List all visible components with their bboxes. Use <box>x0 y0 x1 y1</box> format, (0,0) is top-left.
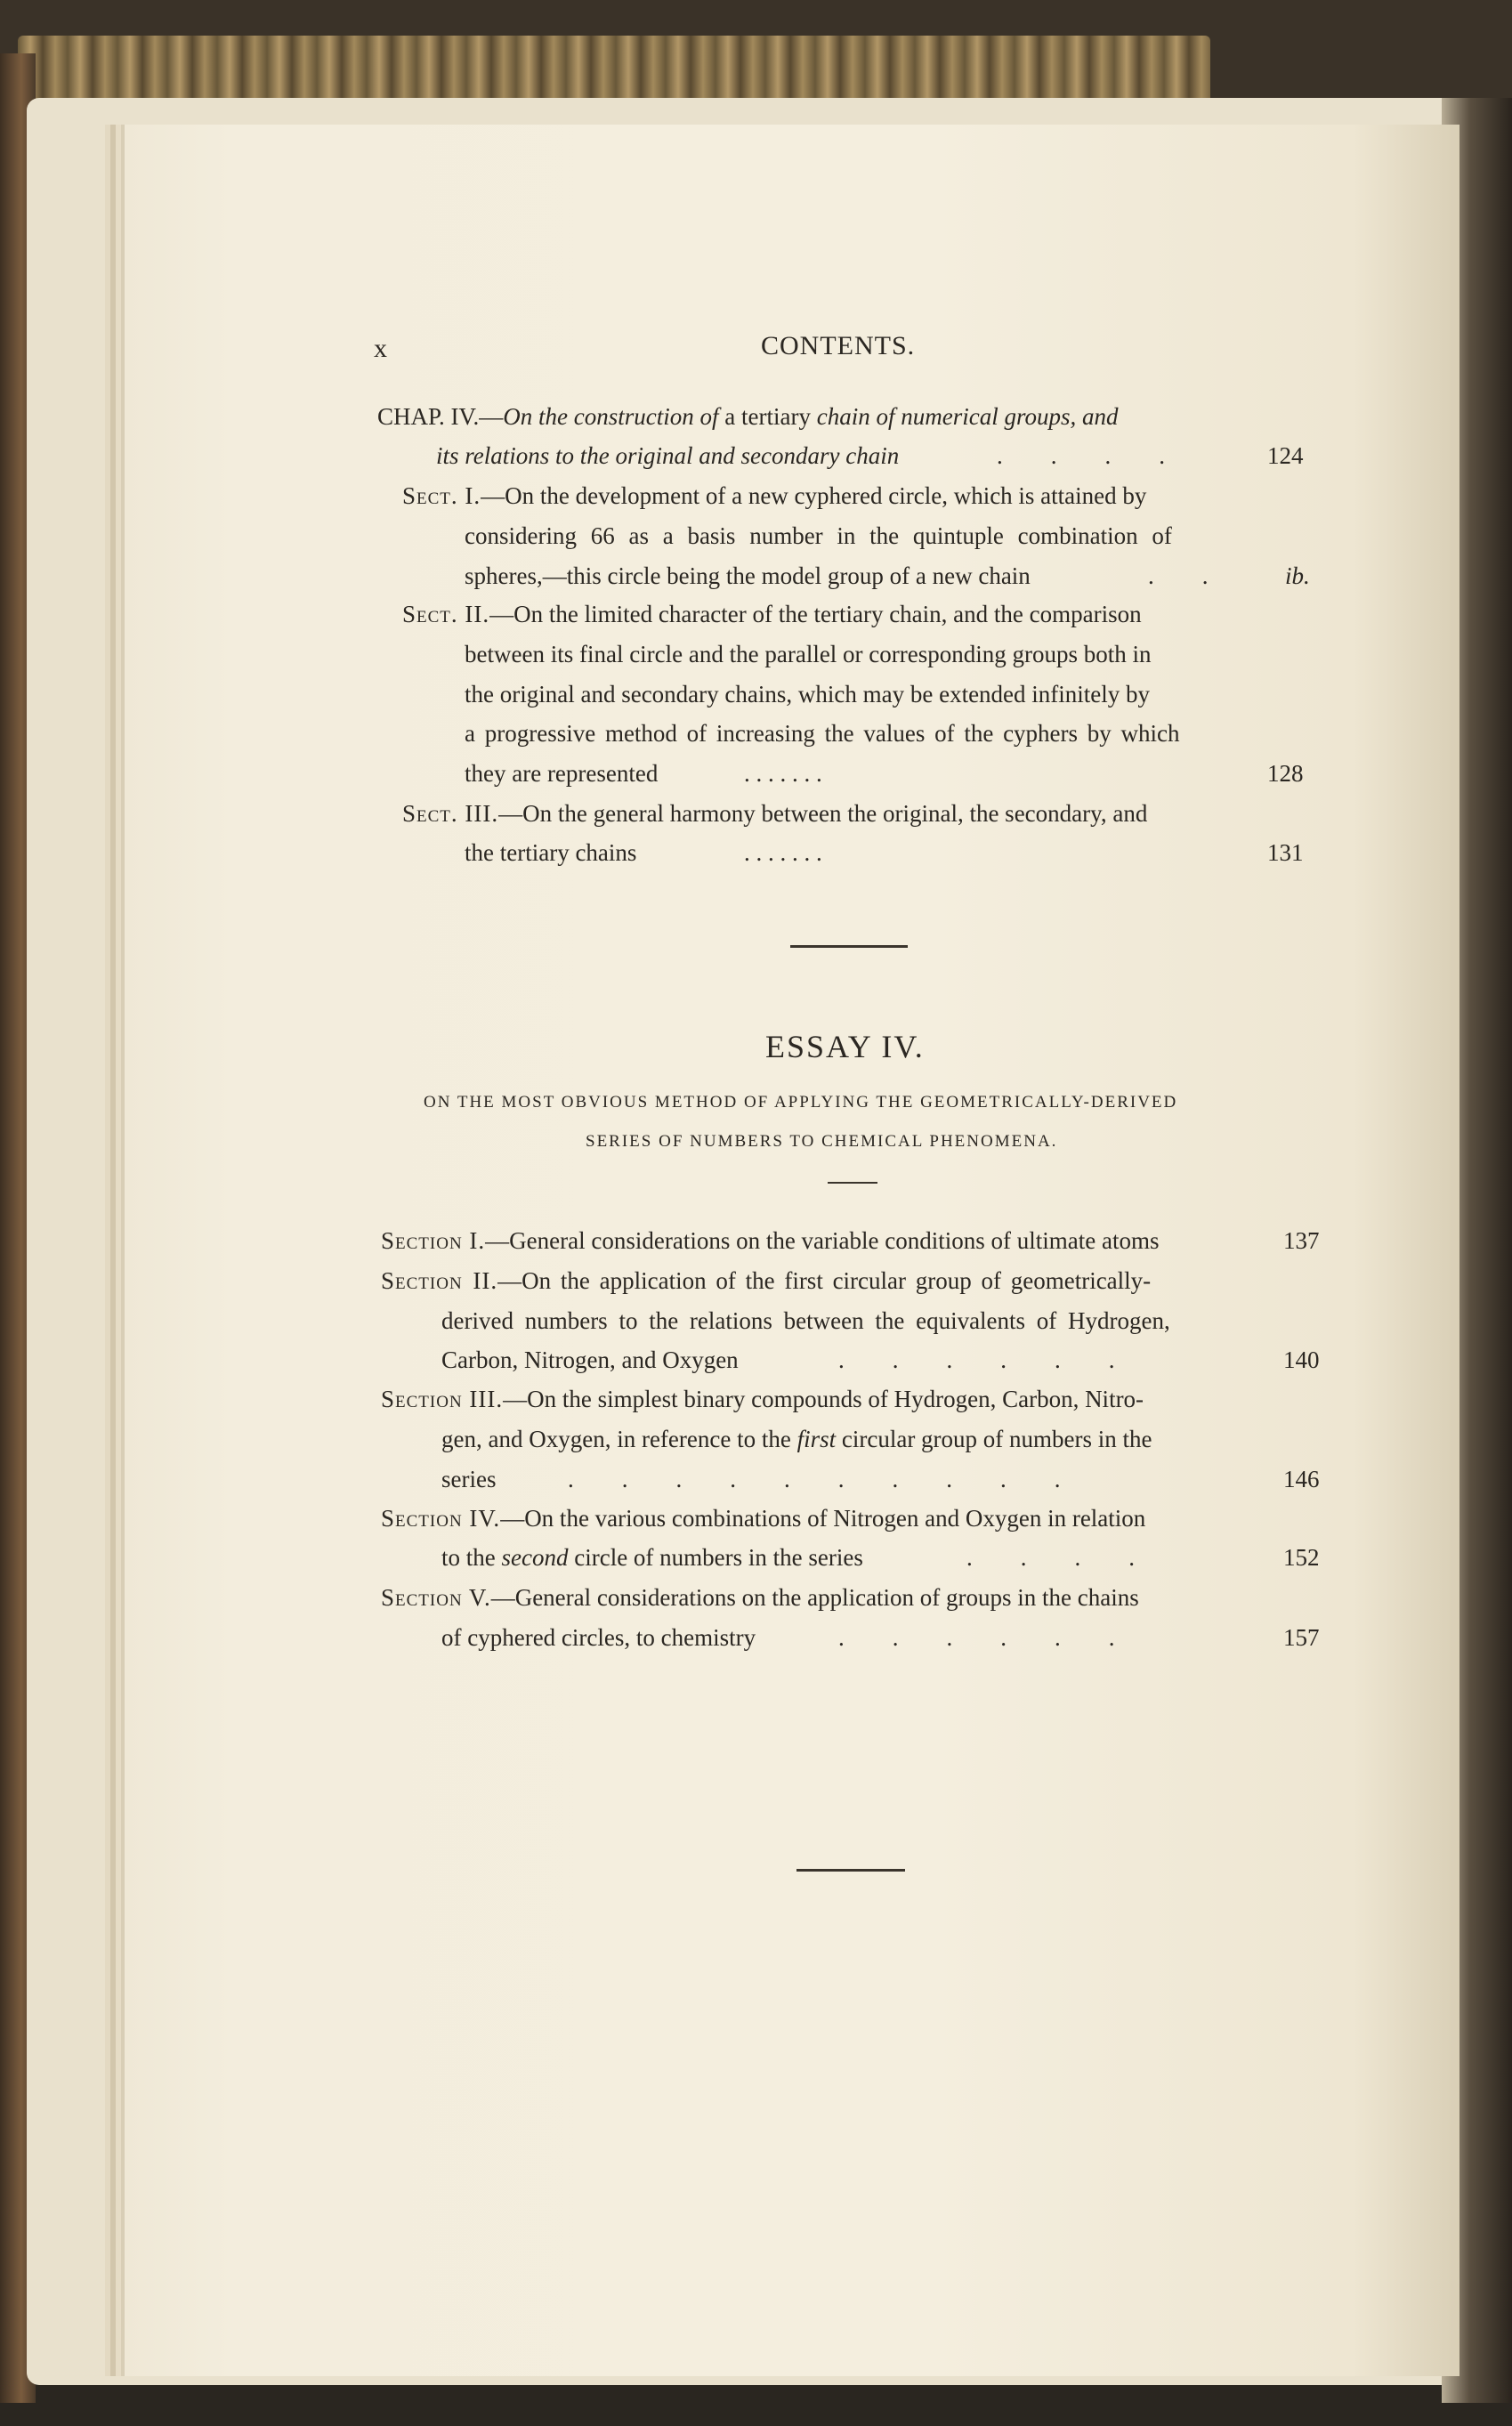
section-2-label: Section II. <box>381 1267 498 1294</box>
sect-2-line4: a progressive method of increasing the values of the cyphers by which <box>465 720 1180 747</box>
divider-rule-2 <box>828 1182 877 1184</box>
sect-1-line2: considering 66 as a basis number in the quintuple combination of <box>465 522 1172 549</box>
divider-rule-3 <box>796 1869 905 1872</box>
section-5-leaders: . . . . . . <box>838 1624 1115 1651</box>
sect-2-line2: between its final circle and the parallel or corresponding groups both in <box>465 641 1152 667</box>
sect-3-line2: the tertiary chains <box>465 839 637 866</box>
section-3-page: 146 <box>1283 1466 1320 1492</box>
sect-2-line5: they are represented <box>465 760 659 787</box>
section-4-leaders: . . . . <box>966 1544 1135 1571</box>
sect-3-line1: Sect. III.—On the general harmony between the original, the secondary, and <box>402 800 1148 827</box>
section-3-first-word: first <box>796 1426 837 1452</box>
section-4-line1: Section IV.—On the various combinations of Nitrogen and Oxygen in relation <box>381 1505 1146 1532</box>
sect-2-page: 128 <box>1267 760 1304 787</box>
section-1-label: Section I. <box>381 1227 486 1254</box>
section-4-label: Section IV. <box>381 1505 501 1532</box>
sect-3-leaders: . . . . . . . <box>744 839 822 866</box>
section-1-line1: Section I.—General considerations on the variable conditions of ultimate atoms <box>381 1227 1160 1254</box>
section-3-line1: Section III.—On the simplest binary compounds of Hydrogen, Carbon, Nitro- <box>381 1386 1144 1412</box>
essay-subtitle-line2: SERIES OF NUMBERS TO CHEMICAL PHENOMENA. <box>586 1132 1058 1151</box>
sect-1-line3: spheres,—this circle being the model group of a new chain <box>465 562 1031 589</box>
section-2-line1: Section II.—On the application of the first circular group of geometrically- <box>381 1267 1152 1294</box>
section-3-label: Section III. <box>381 1386 504 1412</box>
section-2-leaders: . . . . . . <box>838 1346 1115 1373</box>
sect-2-line1: Sect. II.—On the limited character of the tertiary chain, and the comparison <box>402 601 1142 627</box>
chapter-label: CHAP. IV. <box>377 403 480 430</box>
section-2-line3: Carbon, Nitrogen, and Oxygen <box>441 1346 739 1373</box>
sect-1-line1: Sect. I.—On the development of a new cyphered circle, which is attained by <box>402 482 1147 509</box>
chapter-title-end: chain of numerical groups, and <box>816 403 1119 430</box>
chapter-entry: CHAP. IV.—On the construction of a tertiary chain of numerical groups, and <box>377 403 1119 430</box>
section-5-label: Section V. <box>381 1584 491 1611</box>
section-4-second-word: second <box>501 1544 569 1571</box>
chapter-leaders: . . . . <box>997 442 1165 469</box>
chapter-title-line2: its relations to the original and secondary chain <box>436 442 900 469</box>
sect-3-page: 131 <box>1267 839 1304 866</box>
sect-3-label: Sect. III. <box>402 800 499 827</box>
section-1-page: 137 <box>1283 1227 1320 1254</box>
section-2-page: 140 <box>1283 1346 1320 1373</box>
section-3-line2: gen, and Oxygen, in reference to the first circular group of numbers in the <box>441 1426 1152 1452</box>
section-5-line1: Section V.—General considerations on the application of groups in the chains <box>381 1584 1139 1611</box>
chapter-title-italic: On the construction of <box>503 403 719 430</box>
sect-2-line3: the original and secondary chains, which may be extended infinitely by <box>465 681 1151 708</box>
section-2-line2: derived numbers to the relations between the equivalents of Hydrogen, <box>441 1307 1170 1334</box>
section-4-line2: to the second circle of numbers in the series <box>441 1544 863 1571</box>
section-5-page: 157 <box>1283 1624 1320 1651</box>
section-5-line2: of cyphered circles, to chemistry <box>441 1624 756 1651</box>
sect-2-leaders: . . . . . . . <box>744 760 822 787</box>
section-4-page: 152 <box>1283 1544 1320 1571</box>
chapter-page: 124 <box>1267 442 1304 469</box>
divider-rule-1 <box>790 945 908 948</box>
sect-1-page: ib. <box>1285 562 1310 589</box>
essay-title: ESSAY IV. <box>765 1029 925 1064</box>
chapter-title-mid: a tertiary <box>724 403 811 430</box>
sect-2-label: Sect. II. <box>402 601 490 627</box>
sect-1-leaders: . . <box>1148 562 1209 589</box>
running-head: CONTENTS. <box>761 331 916 360</box>
section-3-line3: series <box>441 1466 497 1492</box>
essay-subtitle-line1: ON THE MOST OBVIOUS METHOD OF APPLYING THE GEOMETRICALLY-DERIVED <box>424 1093 1178 1112</box>
gilt-ornament-band <box>18 36 1210 107</box>
section-3-leaders: . . . . . . . . . . <box>568 1466 1061 1492</box>
sect-1-label: Sect. I. <box>402 482 481 509</box>
page-number: x <box>374 334 388 363</box>
